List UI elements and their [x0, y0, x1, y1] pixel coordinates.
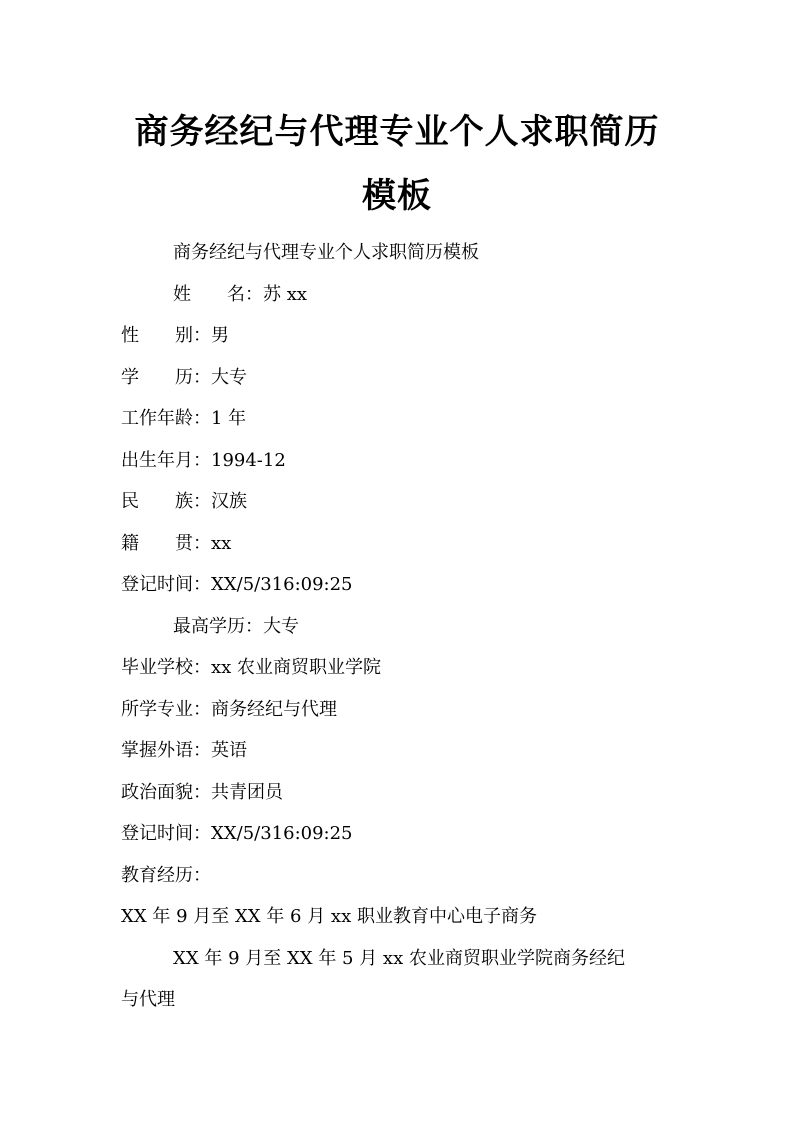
- field-highest-education: 最高学历：大专: [173, 616, 299, 637]
- field-register-time: 登记时间：XX/5/316:09:25: [121, 823, 353, 844]
- field-work-years: 工作年龄：1 年: [121, 408, 247, 429]
- field-register-time: 登记时间：XX/5/316:09:25: [121, 574, 353, 595]
- field-school: 毕业学校：xx 农业商贸职业学院: [121, 657, 382, 678]
- document-subtitle: 商务经纪与代理专业个人求职简历模板: [173, 242, 479, 263]
- field-native-place: 籍 贯：xx: [121, 533, 232, 554]
- field-political-status: 政治面貌：共青团员: [121, 782, 283, 803]
- document-title-line-2: 模板: [362, 176, 432, 216]
- field-foreign-language: 掌握外语：英语: [121, 740, 247, 761]
- education-history-item: XX 年 9 月至 XX 年 6 月 xx 职业教育中心电子商务: [121, 906, 537, 927]
- field-name: 姓 名：苏 xx: [173, 284, 308, 305]
- field-major: 所学专业：商务经纪与代理: [121, 699, 337, 720]
- education-history-item: XX 年 9 月至 XX 年 5 月 xx 农业商贸职业学院商务经纪: [173, 948, 625, 969]
- education-history-item-continued: 与代理: [121, 989, 175, 1010]
- education-history-label: 教育经历：: [121, 865, 211, 886]
- field-education: 学 历：大专: [121, 367, 247, 388]
- field-gender: 性 别：男: [121, 325, 229, 346]
- field-ethnicity: 民 族：汉族: [121, 491, 247, 512]
- field-birth: 出生年月：1994-12: [121, 450, 286, 471]
- document-title-line-1: 商务经纪与代理专业个人求职简历: [134, 112, 660, 152]
